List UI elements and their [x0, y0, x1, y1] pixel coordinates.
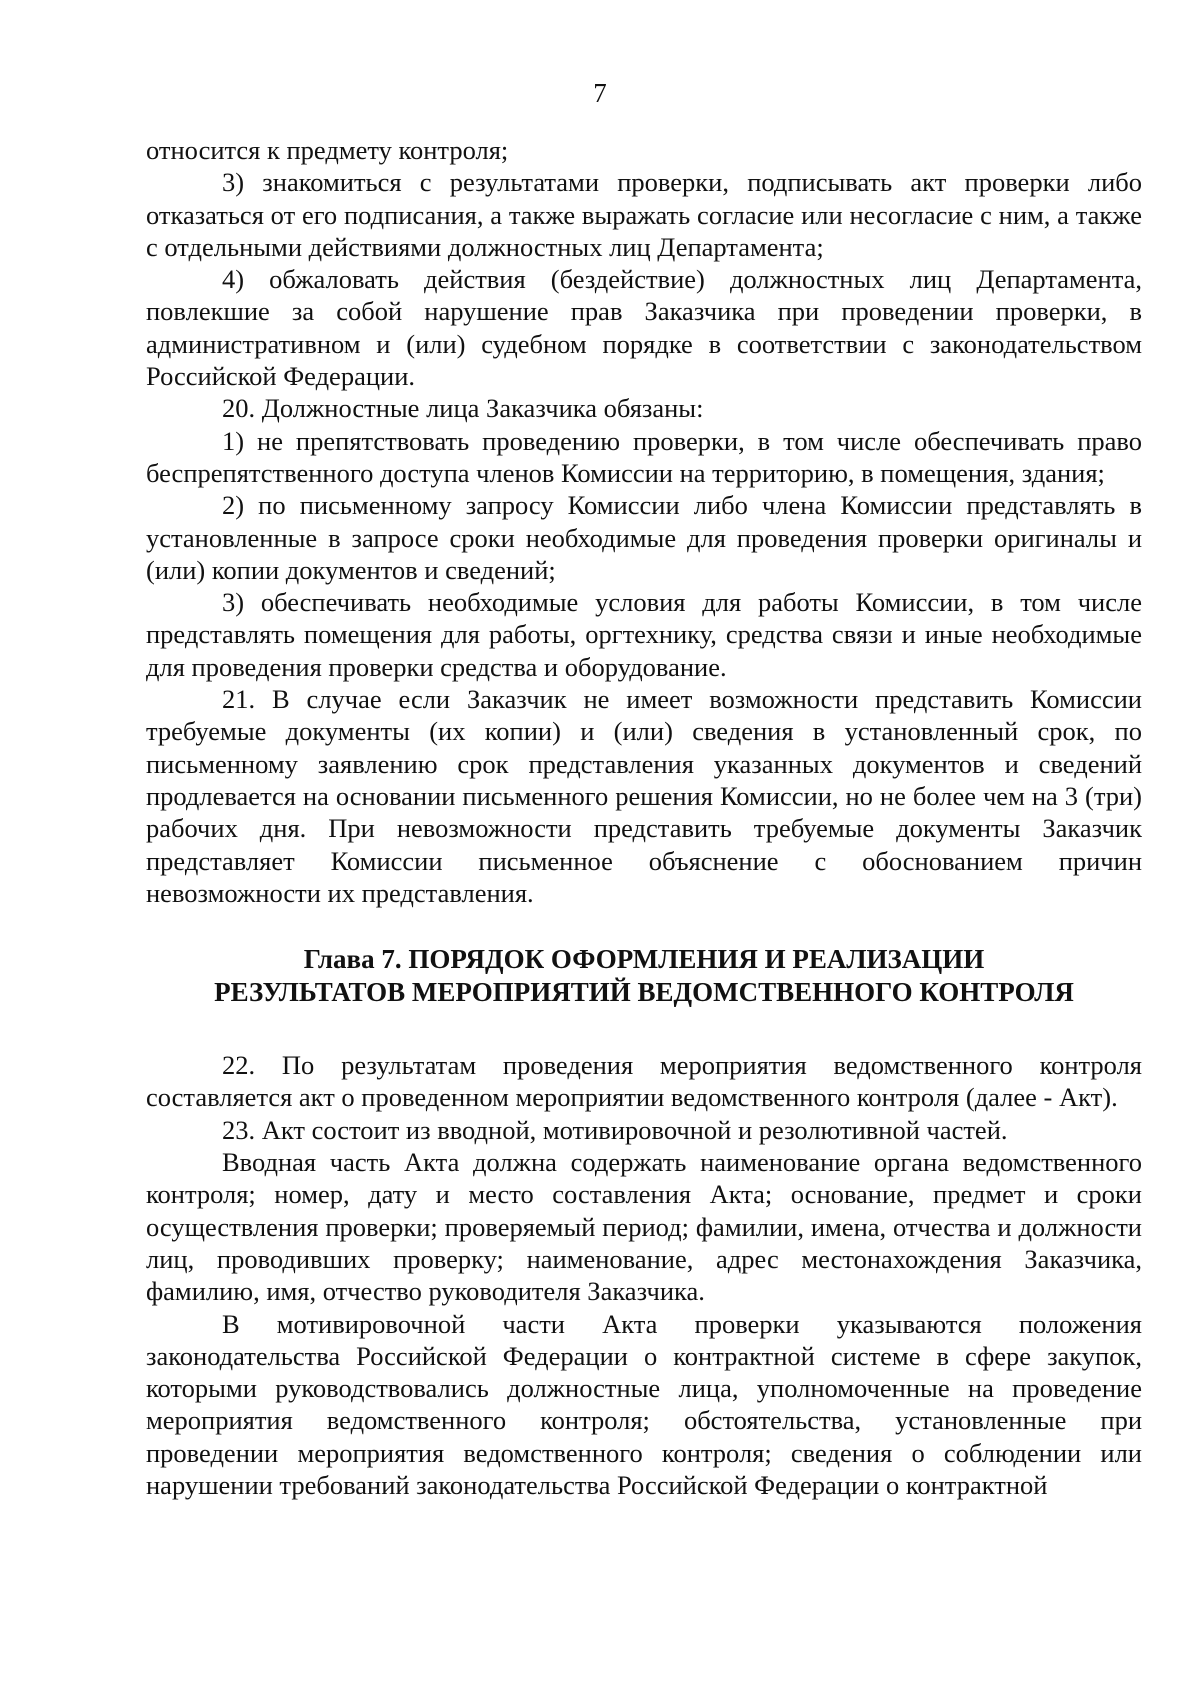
- paragraph: 20. Должностные лица Заказчика обязаны:: [222, 393, 704, 424]
- paragraph: 22. По результатам проведения мероприятия ведомственного контроля составляется акт о проведенном мероприятии ведомственного контроля (далее - Акт).: [146, 1050, 1142, 1113]
- paragraph: 3) знакомиться с результатами проверки, подписывать акт проверки либо отказаться от его подписания, а также выражать согласие или несогласие с ним, а также с отдельными действиями должностных лиц Департамента;: [146, 167, 1142, 262]
- document-body: [146, 134, 1142, 1501]
- section-before-chapter: [146, 134, 1142, 909]
- paragraph: 21. В случае если Заказчик не имеет возможности представить Комиссии требуемые документы (их копии) и (или) сведения в установленный срок, по письменному заявлению срок представления указанных документов и сведений продлевается на основании письменного решения Комиссии, но не более чем на 3 (три) рабочих дня. При невозможности представить требуемые документы Заказчик представляет Комиссии письменное объяснение с обоснованием причин невозможности их представления.: [146, 684, 1142, 908]
- paragraph: 4) обжаловать действия (бездействие) должностных лиц Департамента, повлекшие за собой нарушение прав Заказчика при проведении проверки, в административном и (или) судебном порядке в соответствии с законодательством Российской Федерации.: [146, 264, 1142, 392]
- section-after-chapter: [146, 1049, 1142, 1501]
- chapter-heading-line: Глава 7. ПОРЯДОК ОФОРМЛЕНИЯ И РЕАЛИЗАЦИИ: [303, 944, 985, 975]
- paragraph: 23. Акт состоит из вводной, мотивировочной и резолютивной частей.: [222, 1114, 1008, 1145]
- paragraph: 1) не препятствовать проведению проверки, в том числе обеспечивать право беспрепятственного доступа членов Комиссии на территорию, в помещения, здания;: [146, 425, 1142, 488]
- paragraph: Вводная часть Акта должна содержать наименование органа ведомственного контроля; номер, дату и место составления Акта; основание, предмет и сроки осуществления проверки; проверяемый период; фамилии, имена, отчества и должности лиц, проводивших проверку; наименование, адрес местонахождения Заказчика, фамилию, имя, отчество руководителя Заказчика.: [146, 1147, 1142, 1307]
- paragraph: 3) обеспечивать необходимые условия для работы Комиссии, в том числе представлять помещения для работы, оргтехнику, средства связи и иные необходимые для проведения проверки средства и оборудование.: [146, 587, 1142, 682]
- paragraph: 2) по письменному запросу Комиссии либо члена Комиссии представлять в установленные в запросе сроки необходимые для проведения проверки оригиналы и (или) копии документов и сведений;: [146, 490, 1142, 585]
- chapter-heading: [146, 943, 1142, 1009]
- paragraph: В мотивировочной части Акта проверки указываются положения законодательства Российской Федерации о контрактной системе в сфере закупок, которыми руководствовались должностные лица, уполномоченные на проведение мероприятия ведомственного контроля; обстоятельства, установленные при проведении мероприятия ведомственного контроля; сведения о соблюдении или нарушении требований законодательства Российской Федерации о контрактной: [146, 1308, 1142, 1500]
- page-number: 7: [593, 78, 607, 108]
- paragraph: относится к предмету контроля;: [146, 135, 509, 165]
- chapter-heading-line: РЕЗУЛЬТАТОВ МЕРОПРИЯТИЙ ВЕДОМСТВЕННОГО КОНТРОЛЯ: [214, 977, 1074, 1008]
